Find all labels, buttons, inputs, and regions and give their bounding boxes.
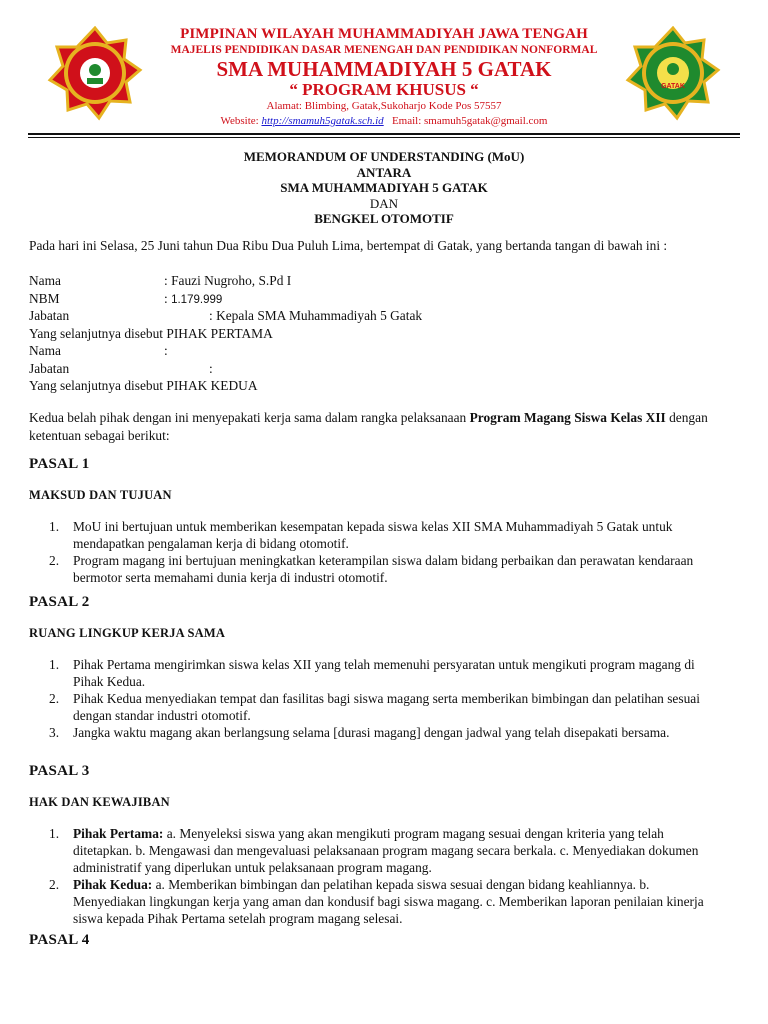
letterhead-organization: PIMPINAN WILAYAH MUHAMMADIYAH JAWA TENGAH (180, 26, 588, 42)
list-item-text: a. Memberikan bimbingan dan pelatihan kepada siswa sesuai dengan bidang keahliannya. b. Menyediakan lingkungan kerja yang aman dan kondusif bagi siswa magang. c. Memberikan laporan penilaian kinerja siswa kepada Pihak Pertama setelah program magang selesai. (73, 877, 704, 926)
list-item-number: 3. (49, 725, 60, 740)
list-item-number: 2. (49, 553, 60, 568)
letterhead-rule-thin (28, 137, 740, 138)
party2-jabatan-value: : (209, 360, 213, 376)
party1-jabatan-label: Jabatan (29, 308, 70, 323)
pasal-3-subheading: HAK DAN KEWAJIBAN (29, 795, 170, 809)
pasal-3-list (29, 825, 719, 927)
party1-nbm-colon: : (164, 290, 168, 306)
logo-right-label: GATAK (661, 83, 685, 90)
list-item (29, 690, 719, 724)
pasal-2-list (29, 656, 719, 741)
list-item (29, 825, 719, 876)
letterhead-council: MAJELIS PENDIDIKAN DASAR MENENGAH DAN PENDIDIKAN NONFORMAL (170, 44, 598, 56)
title-line-dan: DAN (369, 195, 399, 211)
pasal-1-subheading: MAKSUD DAN TUJUAN (29, 488, 172, 502)
list-item-text: Pihak Pertama mengirimkan siswa kelas XII yang telah memenuhi persyaratan untuk mengikuti program magang di Pihak Kedua. (73, 657, 695, 689)
pasal-3-heading: PASAL 3 (29, 763, 90, 779)
party1-jabatan-value: : Kepala SMA Muhammadiyah 5 Gatak (209, 308, 423, 323)
school-logo-right (618, 26, 728, 122)
party1-jabatan-row (29, 307, 629, 325)
list-item-number: 2. (49, 877, 60, 892)
party2-nama-label: Nama (29, 343, 61, 358)
party2-jabatan-label: Jabatan (29, 360, 70, 376)
letterhead-address: Alamat: Blimbing, Gatak,Sukoharjo Kode Pos 57557 (266, 100, 502, 112)
list-item-party: Pihak Kedua: (73, 877, 153, 892)
pasal-2-heading: PASAL 2 (29, 594, 90, 610)
list-item-number: 1. (49, 519, 60, 534)
letterhead-contact (140, 115, 628, 127)
list-item (29, 876, 719, 927)
party2-designation-text: Yang selanjutnya disebut PIHAK KEDUA (29, 378, 258, 393)
title-line-mou: MEMORANDUM OF UNDERSTANDING (MoU) (243, 149, 525, 164)
list-item-text: a. Menyeleksi siswa yang akan mengikuti program magang sesuai dengan kriteria yang telah ditetapkan. b. Mengawasi dan mengevaluasi pelaksanaan program magang secara berkala. c. Menyediakan dokumen administratif yang diperlukan untuk pelaksanaan program magang. (73, 826, 699, 875)
party2-designation (29, 377, 629, 395)
party-details (29, 272, 629, 395)
agreement-post: dengan ketentuan sebagai berikut: (29, 410, 708, 443)
intro-paragraph: Pada hari ini Selasa, 25 Juni tahun Dua Ribu Dua Puluh Lima, bertempat di Gatak, yang bertanda tangan di bawah ini : (29, 238, 668, 253)
letterhead-rule-thick (28, 133, 740, 135)
list-item-number: 1. (49, 657, 60, 672)
list-item (29, 552, 719, 586)
list-item-text: MoU ini bertujuan untuk memberikan kesempatan kepada siswa kelas XII SMA Muhammadiyah 5 Gatak untuk mendapatkan pengalaman kerja di bidang otomotif. (73, 519, 673, 551)
list-item (29, 656, 719, 690)
list-item-text: Pihak Kedua menyediakan tempat dan fasilitas bagi siswa magang serta memberikan bimbingan dan pelatihan sesuai dengan standar industri otomotif. (73, 691, 700, 723)
list-item-party: Pihak Pertama: (73, 826, 164, 841)
letterhead-school-name: SMA MUHAMMADIYAH 5 GATAK (216, 57, 552, 81)
party1-designation (29, 325, 629, 343)
list-item-text: Program magang ini bertujuan meningkatkan keterampilan siswa dalam bidang perbaikan dan perawatan kendaraan bermotor serta memahami dunia kerja di industri otomotif. (73, 553, 694, 585)
agreement-pre: Kedua belah pihak dengan ini menyepakati kerja sama dalam rangka pelaksanaan (29, 410, 470, 425)
website-link[interactable]: http://smamuh5gatak.sch.id (261, 115, 384, 127)
title-line-antara: ANTARA (356, 164, 412, 180)
title-line-school: SMA MUHAMMADIYAH 5 GATAK (280, 180, 488, 195)
party1-nbm-row (29, 290, 629, 308)
school-logo-left (40, 26, 150, 122)
pasal-4-heading: PASAL 4 (29, 932, 90, 948)
party1-nama-row (29, 272, 629, 290)
list-item (29, 518, 719, 552)
list-item (29, 724, 719, 741)
party2-nama-row (29, 342, 629, 360)
party1-nbm-value: 1.179.999 (171, 293, 223, 306)
party1-nama-value: : Fauzi Nugroho, S.Pd I (164, 273, 292, 288)
email-text: Email: smamuh5gatak@gmail.com (391, 115, 548, 127)
list-item-number: 2. (49, 691, 60, 706)
document-title (0, 149, 768, 227)
pasal-2-subheading: RUANG LINGKUP KERJA SAMA (29, 626, 226, 640)
agreement-program: Program Magang Siswa Kelas XII (469, 410, 666, 425)
list-item-text: Jangka waktu magang akan berlangsung selama [durasi magang] dengan jadwal yang telah disepakati bersama. (73, 725, 670, 740)
pasal-1-heading: PASAL 1 (29, 456, 90, 472)
title-line-partner: BENGKEL OTOMOTIF (314, 211, 454, 226)
agreement-paragraph (29, 409, 741, 444)
party1-nbm-label: NBM (29, 290, 60, 306)
party1-designation-text: Yang selanjutnya disebut PIHAK PERTAMA (29, 325, 273, 341)
party2-jabatan-row (29, 360, 629, 378)
party2-nama-value: : (164, 343, 168, 358)
website-label: Website: (220, 115, 262, 127)
party1-nama-label: Nama (29, 273, 61, 288)
pasal-1-list (29, 518, 719, 586)
list-item-number: 1. (49, 826, 60, 841)
letterhead-program: “ PROGRAM KHUSUS “ (289, 80, 479, 99)
